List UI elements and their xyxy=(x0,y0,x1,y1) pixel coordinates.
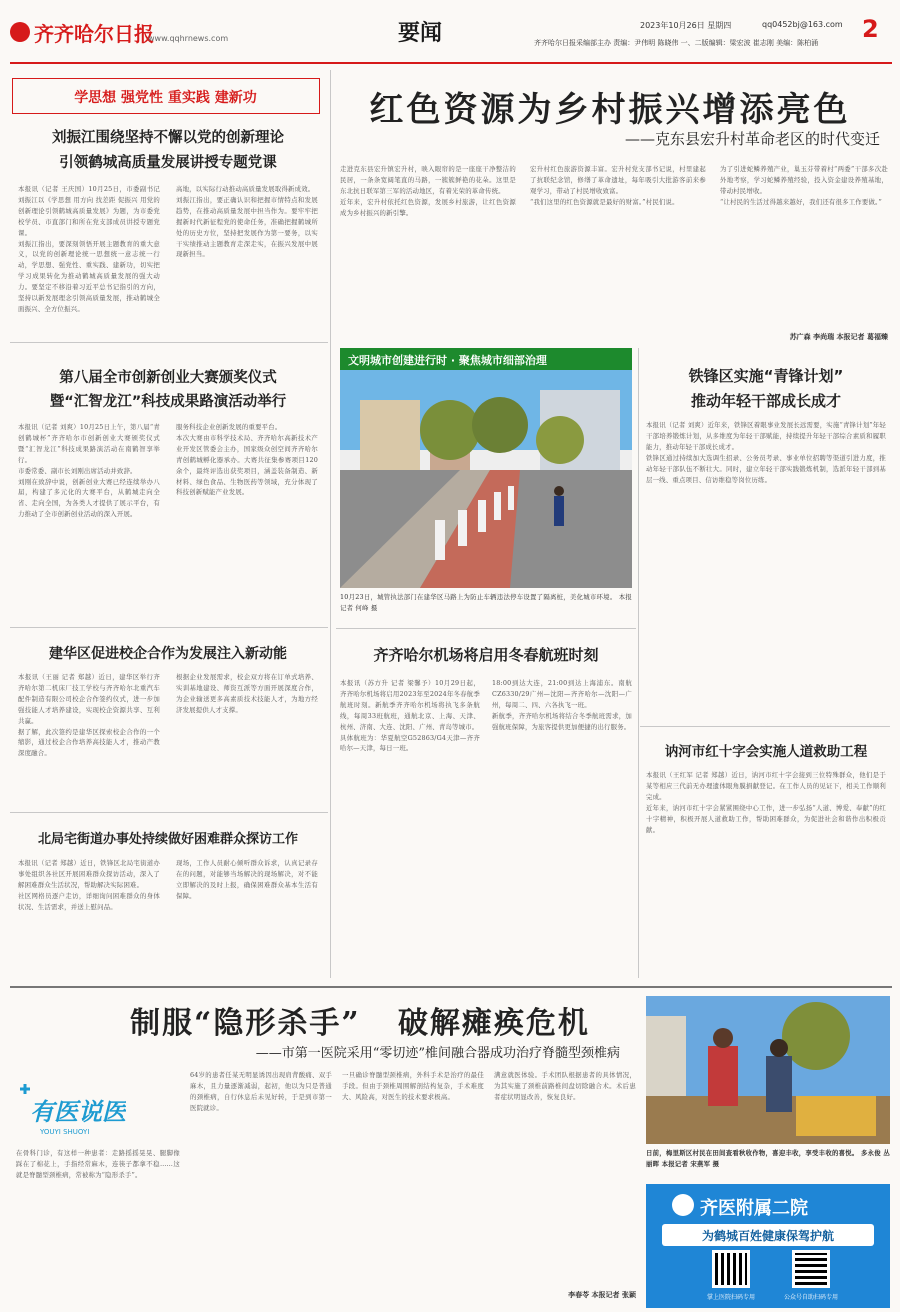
person xyxy=(554,486,564,496)
photo-1-caption: 10月23日，城管执法部门在建华区马路上为防止车辆违法停车设置了隔离桩，美化城市环境。 本报记者 何峰 摄 xyxy=(340,593,632,612)
qr-code-1 xyxy=(712,1250,750,1288)
photo-1-frame xyxy=(340,348,632,588)
divider xyxy=(10,342,328,343)
a8-body: 本报讯（王红军 记者 郑越）近日，讷河市红十字会接到三位特殊群众，他们是于某等相应三代前无办理遗体眼角膜捐献登记。在工作人员的见证下，相关工作顺利完成。 近年来，讷河市红十字会紧紧围绕中心工作，进一步弘扬“人道、博爱、奉献”的红十字精神，积极开展人道救助工作，帮助困难群众，为促进社会和谐作出积极贡献。 xyxy=(646,771,886,834)
photo-1-header: 文明城市创建进行时 · 聚焦城市细部治理 xyxy=(348,354,547,367)
bollard xyxy=(478,500,486,532)
a4-body: 本报讯（记者 郑越）近日，铁锋区北局宅街道办事处组织各社区开展困难群众探访活动，深入了解困难群众生活状况，帮助解决实际困难。 社区网格员逐户走访，详细询问困难群众的身体状况、生活需求，并送上慰问品。 xyxy=(18,859,160,911)
corn-pile xyxy=(796,1096,876,1136)
column-tag-sub: YOUYI SHUOYI xyxy=(40,1128,90,1136)
a1-body: 本报讯（记者 王庆国）10月25日，市委副书记刘振江以《学思想 用方向 找差距 促振兴 用党的创新理论引领鹤城高质量发展》为题，为市委党校学员、市直部门和所在党支部成员讲授专题党课。 刘振江指出，要深刻领悟开展主题教育的重大意义，以党的创新理论统一思想统一意志统一行动，学思想、强党性、重实践、建新功，切实把学习成果转化为推动鹤城高质量发展的强大动力。要坚定不移沿着习近平总书记指引的方向，坚持以新发展理念引领高质量发展，推动鹤城全面振兴、全方位振兴。 xyxy=(18,185,160,313)
a6-body-1: 本报讯（苏方升 记者 梁馨予）10月29日起，齐齐哈尔机场将启用2023年至2024年冬春航季航班时刻。新航季齐齐哈尔机场将执飞多条航线，每周33班航班，通航北京、上海、天津、杭州、济南、大连、沈阳、广州、青岛等城市。 具体航班为：华夏航空G52863/G4天津—齐齐哈尔—天津，每日一班。 xyxy=(340,679,480,753)
column-tag xyxy=(16,1080,132,1144)
qr-label-2: 公众号自助扫码专用 xyxy=(783,1294,838,1301)
qr-code-2 xyxy=(792,1250,830,1288)
building xyxy=(360,400,420,470)
street-photo xyxy=(340,370,632,588)
a4-body-2: 现场，工作人员耐心倾听群众诉求，认真记录存在的问题，对能够当场解决的现场解决，对不能立即解决的及时上报，确保困难群众基本生活有保障。 xyxy=(176,859,318,900)
newspaper-logo-icon xyxy=(10,22,30,42)
divider xyxy=(10,627,328,628)
bollard xyxy=(435,520,445,560)
qr-label-1: 掌上医院扫码专用 xyxy=(706,1294,755,1301)
harvest-photo xyxy=(646,996,890,1144)
farmer-1-head xyxy=(713,1028,733,1048)
farmer-2 xyxy=(766,1056,792,1112)
editor-line: 齐齐哈尔日报采编部主办 责编：尹伟明 陈晓伟 一、二版编辑：梁宏波 崔志刚 美编：陈柏涌 xyxy=(534,39,819,47)
column-rule xyxy=(638,348,639,978)
hospital-logo-icon xyxy=(672,1194,694,1216)
hospital-ad xyxy=(646,1184,890,1308)
a2-title: 第八届全市创新创业大赛颁奖仪式 暨“汇智龙江”科技成果路演活动举行 xyxy=(49,370,287,410)
ad-slogan: 为鹤城百姓健康保驾护航 xyxy=(701,1229,834,1243)
a3-title: 建华区促进校企合作为发展注入新动能 xyxy=(49,646,287,662)
a2-body: 本报讯（记者 刘爽）10月25日上午，第八届“青创鹤城杯”齐齐哈尔市创新创业大赛颁奖仪式暨“汇智龙江”科技成果路演活动在南鹤智享举行。 市委常委、副市长刘刚出席活动并致辞。 刘刚在致辞中说，创新创业大赛已经连续举办八届，构建了多元化的大赛平台，从鹤城走向全省、走向全国，为各类人才提供了展示平台，有力推动了全市创新创业活动的深入开展。 xyxy=(18,423,160,519)
a5-body-2: 宏升村红色旅游资源丰富。宏升村党支部书记说，村里建起了抗联纪念馆，修缮了革命遗址，每年吸引大批游客前来参观学习，带动了村民增收致富。 “我们这里的红色资源就是最好的财富。”村民们说。 xyxy=(530,165,706,206)
a1-title: 刘振江围绕坚持不懈以党的创新理论 引领鹤城高质量发展讲授专题党课 xyxy=(52,130,284,171)
farmer-1 xyxy=(708,1046,738,1106)
section-rule xyxy=(10,986,892,988)
a4-title: 北局宅街道办事处持续做好困难群众探访工作 xyxy=(37,832,298,847)
a9-footer: 李春苓 本报记者 张颖 xyxy=(568,1291,636,1299)
page-number: 2 xyxy=(862,15,879,43)
column-tag-text: 有医说医 xyxy=(30,1098,126,1126)
a7-title: 铁锋区实施“青锋计划” 推动年轻干部成长成才 xyxy=(688,367,844,410)
divider xyxy=(336,628,636,629)
a5-subtitle: ——克东县宏升村革命老区的时代变迁 xyxy=(624,130,880,148)
tree xyxy=(420,400,480,460)
theme-banner-text: 学思想 强党性 重实践 建新功 xyxy=(74,90,257,106)
section-title: 要闻 xyxy=(398,20,443,46)
a3-body-2: 根据企业发展需求，校企双方将在订单式培养、实训基地建设、师资互派等方面开展深度合作，为企业输送更多高素质技术技能人才，为地方经济发展提供人才支撑。 xyxy=(176,673,318,714)
masthead xyxy=(0,0,900,62)
a9-body-3: 一旦确诊脊髓型颈椎病，外科手术是治疗的最佳手段。但由于颈椎周围解剖结构复杂，手术难度大、风险高，对医生的技术要求极高。 xyxy=(342,1071,484,1101)
a5-title: 红色资源为乡村振兴增添亮色 xyxy=(369,90,851,130)
masthead-rule xyxy=(10,62,892,64)
a9-body-1: 在骨科门诊，有这样一种患者：走路摇摇晃晃、腿脚像踩在了棉花上，手指经常麻木，连筷子都拿不稳……这就是脊髓型颈椎病，常被称为“隐形杀手”。 xyxy=(16,1149,180,1179)
cross-icon xyxy=(20,1084,30,1094)
a9-title: 制服“隐形杀手” 破解瘫痪危机 xyxy=(130,1006,590,1041)
a5-body-1: 走进克东县宏升镇宏升村，映入眼帘的是一座座干净整洁的民居，一条条宽阔笔直的马路，一簇簇鲜艳的花朵。这里是东北抗日联军第三军的活动地区，有着光荣的革命传统。 近年来，宏升村依托红色资源，发展乡村旅游，让红色资源成为乡村振兴的新引擎。 xyxy=(340,165,516,217)
person xyxy=(554,496,564,526)
a3-body: 本报讯（王丽 记者 郑越）近日，建华区举行齐齐哈尔第二机床厂技工学校与齐齐哈尔北重汽车配件制造有限公司校企合作签约仪式，进一步加强技能人才培养建设，实现校企资源共享、互利共赢。 据了解，此次签约是建华区探索校企合作的一个缩影，通过校企合作培养高技能人才，推动产教深度融合。 xyxy=(18,673,160,758)
a1-body-2: 高地，以实际行动推动高质量发展取得新成效。 刘振江指出，要正确认识和把握市情特点和发展趋势，在推动高质量发展中担当作为。要牢牢把握新时代新征程党的使命任务，准确把握鹤城所处的历史方位，坚持把发展作为第一要务，以实干实绩推动主题教育走深走实，在振兴发展中展现新担当。 xyxy=(176,185,318,259)
tree xyxy=(536,416,584,464)
a6-title: 齐齐哈尔机场将启用冬春航班时刻 xyxy=(373,646,599,664)
a5-footer: 苏广森 李尚瑞 本报记者 葛福臻 xyxy=(789,333,888,341)
contact-email: qq0452bj@163.com xyxy=(762,20,843,29)
column-rule xyxy=(330,70,331,978)
a8-title: 讷河市红十字会实施人道救助工程 xyxy=(664,744,868,760)
a9-body-4: 满意就医体验。手术团队根据患者的具体情况，为其实施了颈椎前路椎间盘切除融合术。术后患者症状明显改善，恢复良好。 xyxy=(494,1071,636,1101)
site-url: www.qqhrnews.com xyxy=(148,34,229,43)
theme-banner xyxy=(12,78,320,114)
bollard xyxy=(508,486,514,510)
bollard xyxy=(458,510,467,546)
bollard xyxy=(494,492,501,520)
a9-subtitle: ——市第一医院采用“零切迹”椎间融合器成功治疗脊髓型颈椎病 xyxy=(255,1046,620,1061)
issue-date: 2023年10月26日 星期四 xyxy=(640,21,732,30)
ad-title: 齐医附属二院 xyxy=(700,1198,808,1219)
tree xyxy=(472,397,528,453)
tree xyxy=(782,1002,850,1070)
divider xyxy=(10,812,328,813)
house xyxy=(646,1016,686,1096)
a9-body-2: 64岁的患者任某无明显诱因出现肩背酸痛、双手麻木，且力量逐渐减弱，起初，他以为只是普通的颈椎病，自行休息后未见好转，于是到市第一医院就诊。 xyxy=(190,1071,332,1112)
divider xyxy=(640,726,890,727)
a6-body-2: 18:00到达大连，21:00到达上海浦东。南航CZ6330/29广州—沈阳—齐齐哈尔—沈阳—广州，每周二、四、六各执飞一班。 新航季，齐齐哈尔机场将结合冬季航班需求，加强航班保障，为旅客提供更加便捷的出行服务。 xyxy=(492,679,632,731)
photo-1-header-bar xyxy=(340,348,632,370)
newspaper-logo: 齐齐哈尔日报 xyxy=(34,22,154,46)
farmer-2-head xyxy=(770,1039,788,1057)
ad-slogan-box xyxy=(662,1224,874,1246)
a7-body: 本报讯（记者 刘爽）近年来，铁锋区着眼事业发展长远需要，实施“青锋计划”年轻干部培养锻炼计划，从多维度为年轻干部赋能，持续提升年轻干部综合素质和履职能力，推动年轻干部成长成才。 铁锋区通过持续加大选调生招录、公务员考录、事业单位招聘等渠道引进力度，推动年轻干部队伍不断壮大。同时，建立年轻干部实践锻炼机制，选派年轻干部到基层一线、重点项目、信访维稳等岗位历练。 xyxy=(646,421,886,484)
a5-body-3: 为了引进蛇鳞养殖产业，巢玉芬带着村“两委”干部多次赴外地考察，学习蛇鳞养殖经验，投入资金建设养殖基地，带动村民增收。 “让村民的生活过得越来越好，我们还有很多工作要做。” xyxy=(720,165,888,206)
photo-2-caption: 日前，梅里斯区村民在田间查看秋收作物，喜迎丰收，享受丰收的喜悦。 多永俊 丛丽晖 本报记者 宋燕军 摄 xyxy=(646,1149,890,1168)
photo-2-frame xyxy=(646,996,890,1144)
a2-body-2: 服务科技企业创新发展的重要平台。 本次大赛由市科学技术局、齐齐哈尔高新技术产业开发区管委会主办，国家级众创空间齐齐哈尔青创鹤城孵化器承办。大赛共征集参赛项目120余个，最终评选出获奖项目，涵盖装备制造、新材料、绿色食品、生物医药等领域，充分体现了科技创新赋能产业发展。 xyxy=(176,423,318,497)
